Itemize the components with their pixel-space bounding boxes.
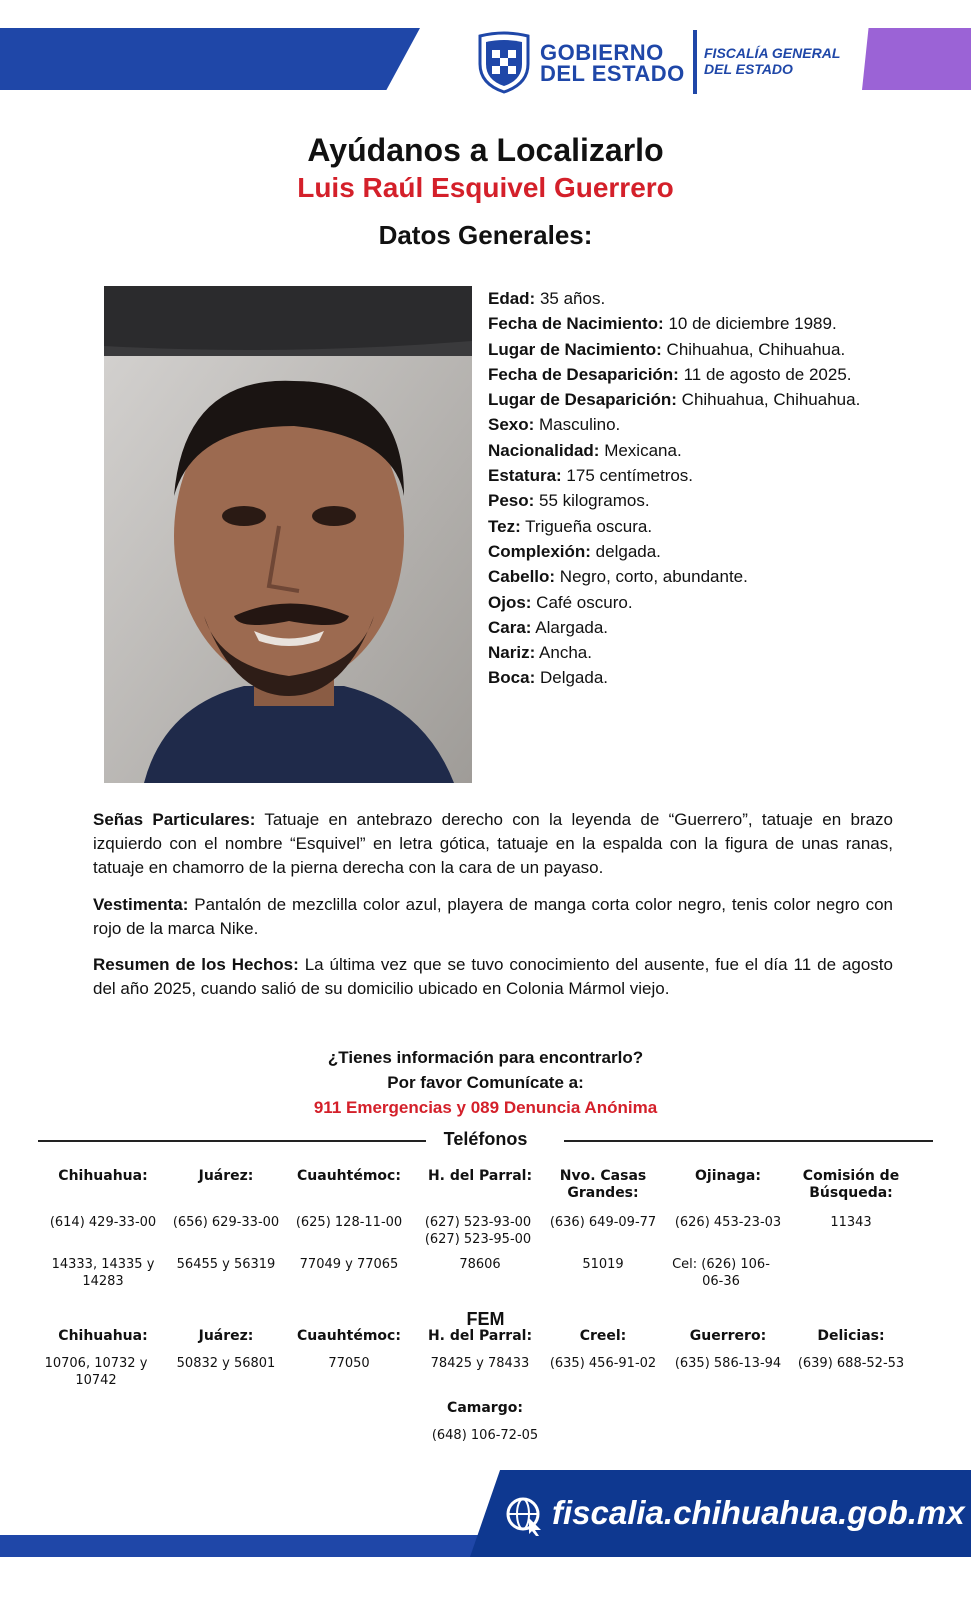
- telefonos-heading: Teléfonos: [443, 1129, 528, 1149]
- datos-label: Cabello:: [488, 567, 556, 587]
- datos-label: Edad:: [488, 289, 536, 308]
- phone-number: (636) 649-09-77: [549, 1215, 657, 1230]
- gobierno-line2: DEL ESTADO: [540, 61, 685, 86]
- datos-label: Lugar de Desaparición:: [488, 390, 677, 410]
- phone-city-label: Juárez:: [198, 1168, 254, 1184]
- fem-number: 77050: [328, 1356, 370, 1371]
- clothing: [93, 893, 893, 941]
- datos-value: 175 centímetros.: [561, 466, 694, 486]
- vestimenta-text: Pantalón de mezclilla color azul, playera de manga corta color negro, tenis color negro con rojo de la marca Nike.: [93, 895, 893, 938]
- fiscalia-line1: FISCALÍA GENERAL: [704, 45, 841, 61]
- phone-extension: 51019: [582, 1257, 624, 1272]
- datos-row: [488, 311, 878, 336]
- fem-number: (648) 106-72-05: [431, 1428, 539, 1443]
- datos-row: [488, 337, 878, 362]
- datos-label: Complexión:: [488, 541, 591, 561]
- header-blue-band: [0, 28, 420, 90]
- fem-city-label: Camargo:: [447, 1400, 523, 1416]
- website-link[interactable]: fiscalia.chihuahua.gob.mx: [552, 1494, 965, 1531]
- datos-label: Fecha de Desaparición:: [488, 364, 679, 384]
- gobierno-line1: GOBIERNO: [540, 40, 664, 65]
- fem-city-label: Delicias:: [817, 1328, 885, 1344]
- datos-value: Alargada.: [531, 617, 609, 637]
- resumen-label: Resumen de los Hechos:: [93, 955, 299, 974]
- fiscalia-line2: DEL ESTADO: [704, 61, 793, 77]
- datos-value: Mexicana.: [599, 440, 682, 460]
- phone-city-label: Nvo. Casas Grandes:: [559, 1168, 647, 1201]
- datos-row: [488, 640, 878, 665]
- summary-of-events: [93, 953, 893, 1001]
- datos-value: Ancha.: [535, 643, 592, 663]
- datos-value: 11 de agosto de 2025.: [678, 364, 852, 384]
- fem-city-label: H. del Parral:: [427, 1328, 533, 1344]
- datos-value: Masculino.: [534, 415, 621, 435]
- fem-number: (635) 456-91-02: [549, 1356, 657, 1371]
- gobierno-logo-text: [540, 42, 685, 84]
- fem-city-label: Creel:: [579, 1328, 627, 1344]
- page-title: Ayúdanos a Localizarlo: [307, 132, 664, 168]
- header-purple-band: [862, 28, 971, 90]
- fem-number: 10706, 10732 y 10742: [44, 1356, 148, 1388]
- footer-strip: [0, 1535, 480, 1557]
- datos-label: Sexo:: [488, 415, 535, 435]
- fem-number: (635) 586-13-94: [674, 1356, 782, 1371]
- datos-label: Boca:: [488, 668, 536, 688]
- fem-number: 78425 y 78433: [430, 1356, 530, 1371]
- phone-extension: Cel: (626) 106-06-36: [672, 1257, 770, 1289]
- datos-row: [488, 539, 878, 564]
- senas-text: Tatuaje en antebrazo derecho con la leyenda de “Guerrero”, tatuaje en brazo izquierdo con el nombre “Esquivel” en letra gótica, tatuaje en la espalda con la figura de unas ranas, tatuaje en chamorro de la pierna derecha con la cara de un payaso.: [93, 810, 893, 877]
- datos-value: 10 de diciembre 1989.: [663, 314, 837, 334]
- fiscalia-logo-text: [704, 45, 840, 77]
- section-title: Datos Generales:: [378, 220, 593, 250]
- info-question: ¿Tienes información para encontrarlo?: [327, 1048, 644, 1067]
- phone-number: (625) 128-11-00: [295, 1215, 403, 1230]
- datos-row: [488, 590, 878, 615]
- fem-city-label: Cuauhtémoc:: [297, 1328, 401, 1344]
- phone-city-label: Chihuahua:: [58, 1168, 148, 1184]
- datos-row: [488, 387, 878, 412]
- datos-row: [488, 463, 878, 488]
- phone-extension: 77049 y 77065: [299, 1257, 399, 1272]
- datos-row: [488, 665, 878, 690]
- phone-extension: 78606: [459, 1257, 501, 1272]
- datos-value: 35 años.: [535, 289, 606, 308]
- missing-person-photo: [104, 286, 472, 783]
- phone-extension: 56455 y 56319: [176, 1257, 276, 1272]
- datos-row: [488, 438, 878, 463]
- state-shield-logo: [476, 30, 532, 94]
- phone-city-label: H. del Parral:: [427, 1168, 533, 1184]
- distinguishing-marks: [93, 808, 893, 880]
- datos-value: Café oscuro.: [531, 592, 633, 612]
- datos-row: [488, 615, 878, 640]
- globe-cursor-icon: [505, 1496, 545, 1536]
- phone-number: (656) 629-33-00: [172, 1215, 280, 1230]
- datos-label: Estatura:: [488, 466, 562, 486]
- datos-label: Peso:: [488, 491, 535, 511]
- vestimenta-label: Vestimenta:: [93, 895, 189, 914]
- datos-label: Nacionalidad:: [488, 440, 600, 460]
- datos-row: [488, 412, 878, 437]
- header-divider: [693, 30, 697, 94]
- datos-value: delgada.: [590, 541, 661, 561]
- resumen-text: La última vez que se tuvo conocimiento del ausente, fue el día 11 de agosto del año 2025, cuando salió de su domicilio ubicado en Colonia Mármol viejo.: [93, 955, 893, 998]
- phone-city-label: Ojinaga:: [695, 1168, 761, 1184]
- phone-number: (627) 523-93-00 (627) 523-95-00: [424, 1215, 532, 1247]
- fem-number: (639) 688-52-53: [797, 1356, 905, 1371]
- phone-city-label: Comisión de Búsqueda:: [802, 1168, 900, 1201]
- datos-row: [488, 362, 878, 387]
- datos-value: Chihuahua, Chihuahua.: [676, 390, 861, 410]
- phone-extension: 14333, 14335 y 14283: [51, 1257, 155, 1289]
- missing-person-name: Luis Raúl Esquivel Guerrero: [297, 172, 674, 203]
- phone-city-label: Cuauhtémoc:: [297, 1168, 401, 1184]
- general-data-list: [488, 286, 878, 691]
- datos-value: Chihuahua, Chihuahua.: [661, 339, 846, 359]
- fem-city-label: Juárez:: [198, 1328, 254, 1344]
- phone-number: (626) 453-23-03: [674, 1215, 782, 1230]
- datos-label: Nariz:: [488, 643, 536, 663]
- datos-row: [488, 564, 878, 589]
- phone-number: (614) 429-33-00: [49, 1215, 157, 1230]
- contact-prompt: Por favor Comunícate a:: [387, 1073, 584, 1092]
- fem-number: 50832 y 56801: [176, 1356, 276, 1371]
- datos-label: Cara:: [488, 617, 532, 637]
- fem-city-label: Chihuahua:: [58, 1328, 148, 1344]
- datos-row: [488, 488, 878, 513]
- senas-label: Señas Particulares:: [93, 810, 256, 829]
- datos-label: Tez:: [488, 516, 521, 536]
- datos-value: Negro, corto, abundante.: [555, 567, 748, 587]
- fem-heading: FEM: [466, 1309, 505, 1329]
- datos-value: Trigueña oscura.: [520, 516, 653, 536]
- datos-row: [488, 514, 878, 539]
- datos-label: Ojos:: [488, 592, 532, 612]
- datos-row: [488, 286, 878, 311]
- phone-number: 11343: [830, 1215, 872, 1230]
- datos-value: Delgada.: [535, 668, 609, 688]
- emergency-numbers: 911 Emergencias y 089 Denuncia Anónima: [313, 1098, 658, 1117]
- fem-city-label: Guerrero:: [689, 1328, 767, 1344]
- datos-value: 55 kilogramos.: [534, 491, 650, 511]
- datos-label: Fecha de Nacimiento:: [488, 314, 664, 334]
- datos-label: Lugar de Nacimiento:: [488, 339, 662, 359]
